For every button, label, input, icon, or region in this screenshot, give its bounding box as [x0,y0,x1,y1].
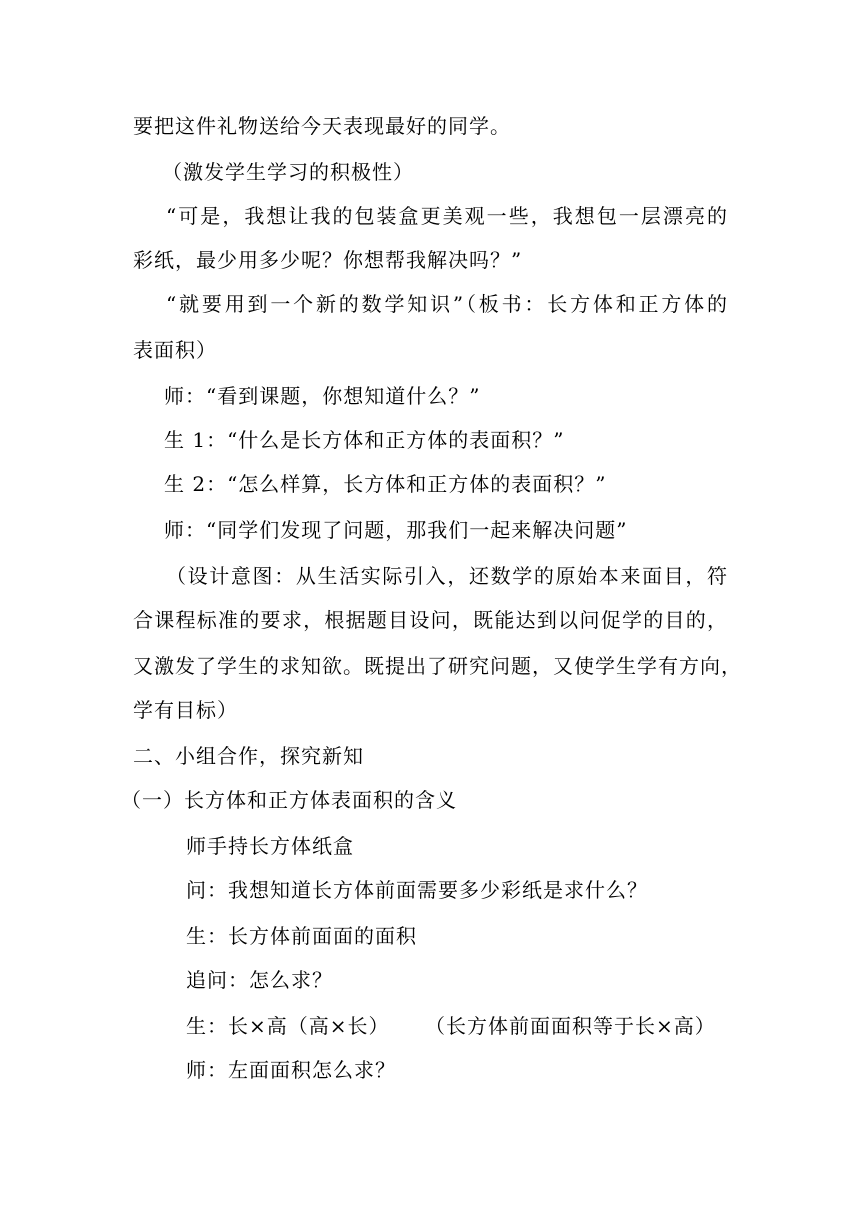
section-heading: 二、小组合作，探究新知 [133,744,364,768]
dialogue-line: 师：左面面积怎么求？ [186,1058,396,1082]
subsection-heading: （一）长方体和正方体表面积的含义 [121,788,457,812]
paragraph-line: （激发学生学习的积极性） [162,160,414,184]
paragraph-line: 学有目标） [133,698,238,722]
paragraph-line: “可是，我想让我的包装盒更美观一些，我想包一层漂亮的 [166,204,728,228]
paragraph-line: 要把这件礼物送给今天表现最好的同学。 [133,114,511,138]
paragraph-line: 表面积） [133,338,217,362]
dialogue-line: 生：长方体前面面的面积 [186,924,417,948]
dialogue-line: 师：“同学们发现了问题，那我们一起来解决问题” [164,518,628,542]
dialogue-line: 师：“看到课题，你想知道什么？” [164,384,481,408]
dialogue-line: 生 2：“怎么样算，长方体和正方体的表面积？” [164,472,607,496]
paragraph-line: （设计意图：从生活实际引入，还数学的原始本来面目，符 [166,564,728,588]
dialogue-line: 追问：怎么求？ [186,968,333,992]
dialogue-line: 生 1：“什么是长方体和正方体的表面积？” [164,428,565,452]
dialogue-line: 问：我想知道长方体前面需要多少彩纸是求什么？ [186,878,648,902]
dialogue-line: 师手持长方体纸盒 [186,834,354,858]
paragraph-line: 又激发了学生的求知欲。既提出了研究问题，又使学生学有方向， [133,654,742,678]
dialogue-note: （长方体前面面积等于长×高） [425,1014,716,1038]
paragraph-line: 合课程标准的要求，根据题目设问，既能达到以问促学的目的， [133,608,728,632]
paragraph-line: “就要用到一个新的数学知识”（板书：长方体和正方体的 [166,292,728,316]
dialogue-line: 生：长×高（高×长） [186,1014,390,1038]
paragraph-line: 彩纸，最少用多少呢？你想帮我解决吗？” [133,248,523,272]
